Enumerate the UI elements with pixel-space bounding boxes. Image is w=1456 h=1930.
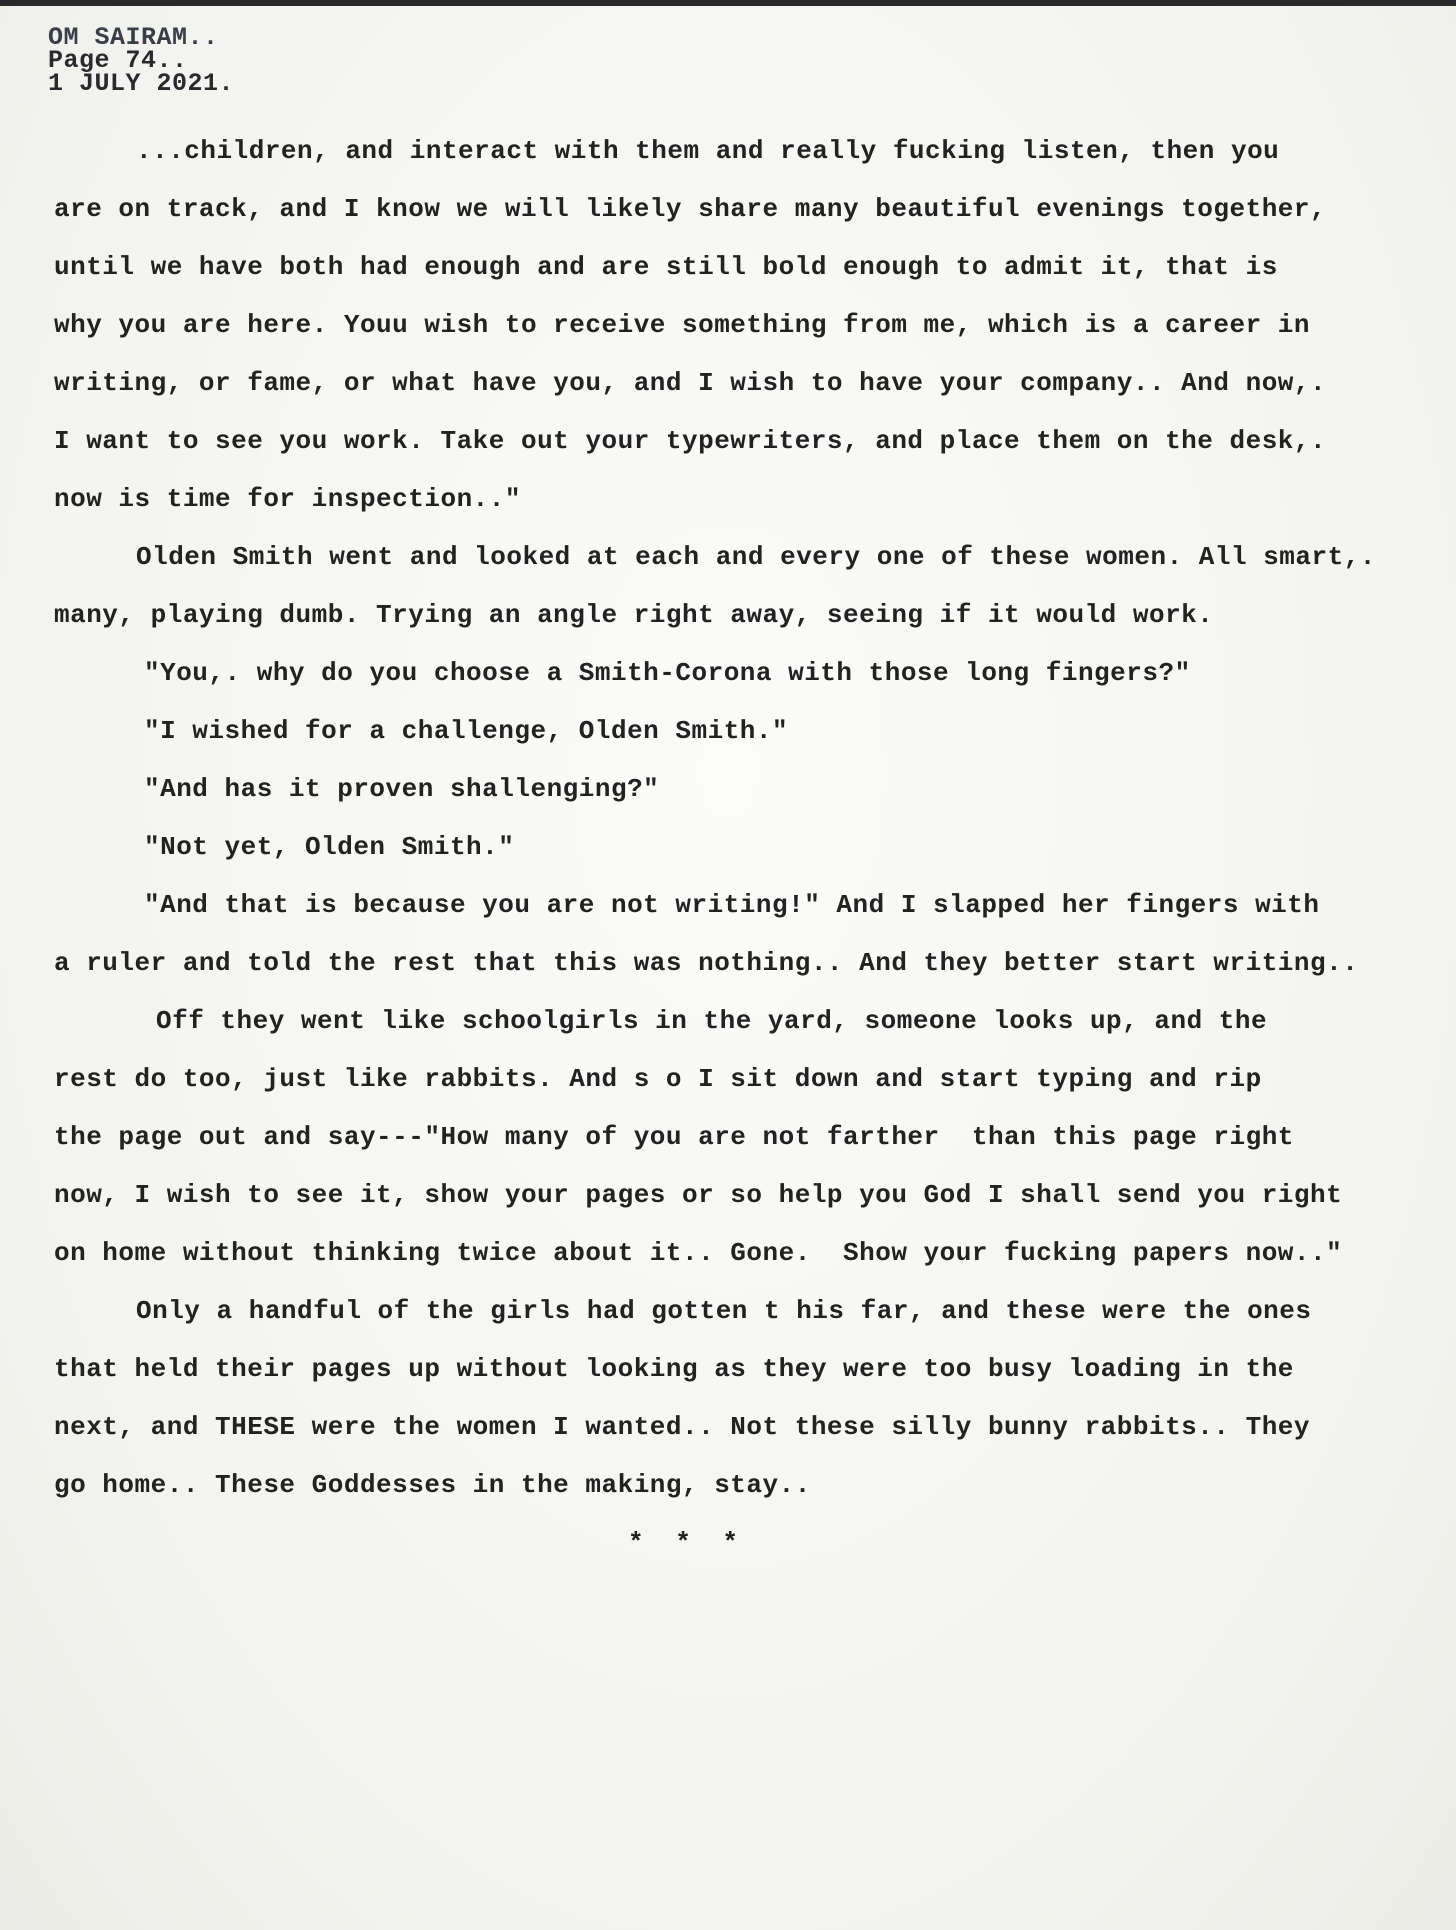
text-line: a ruler and told the rest that this was nothing.. And they better start writing.. [54,948,1359,978]
text-line: I want to see you work. Take out your typewriters, and place them on the desk,. [54,426,1327,456]
header-page-number: Page 74.. [48,46,188,75]
text-line: Olden Smith went and looked at each and every one of these women. All smart,. [136,542,1376,572]
dialogue-line: "Not yet, Olden Smith." [144,832,515,862]
text-line: the page out and say---"How many of you are not farther than this page right [54,1122,1294,1152]
dialogue-line: "You,. why do you choose a Smith-Corona with those long fingers?" [144,658,1191,688]
text-line: now, I wish to see it, show your pages or so help you God I shall send you right [54,1180,1343,1210]
text-line: rest do too, just like rabbits. And s o I sit down and start typing and rip [54,1064,1262,1094]
text-line: until we have both had enough and are still bold enough to admit it, that is [54,252,1278,282]
section-break-asterisks: * * * [628,1528,747,1558]
text-line: on home without thinking twice about it.. Gone. Show your fucking papers now.." [54,1238,1343,1268]
text-line: many, playing dumb. Trying an angle right away, seeing if it would work. [54,600,1214,630]
page-body-text [54,122,1434,1514]
text-line: next, and THESE were the women I wanted.. Not these silly bunny rabbits.. They [54,1412,1310,1442]
dialogue-line: "I wished for a challenge, Olden Smith." [144,716,789,746]
text-line: Off they went like schoolgirls in the yard, someone looks up, and the [156,1006,1268,1036]
text-line: that held their pages up without looking as they were too busy loading in the [54,1354,1294,1384]
text-line: why you are here. Youu wish to receive something from me, which is a career in [54,310,1310,340]
text-line: ...children, and interact with them and really fucking listen, then you [136,136,1280,166]
text-line: now is time for inspection.." [54,484,521,514]
text-line: go home.. These Goddesses in the making, stay.. [54,1470,811,1500]
dialogue-line: "And has it proven shallenging?" [144,774,660,804]
text-line: Only a handful of the girls had gotten t his far, and these were the ones [136,1296,1312,1326]
page-top-edge [0,0,1456,6]
dialogue-line: "And that is because you are not writing!" And I slapped her fingers with [144,890,1320,920]
header-title: OM SAIRAM.. [48,23,219,52]
text-line: are on track, and I know we will likely share many beautiful evenings together, [54,194,1327,224]
page-header [48,23,235,98]
text-line: writing, or fame, or what have you, and I wish to have your company.. And now,. [54,368,1327,398]
header-date: 1 JULY 2021. [48,69,235,98]
